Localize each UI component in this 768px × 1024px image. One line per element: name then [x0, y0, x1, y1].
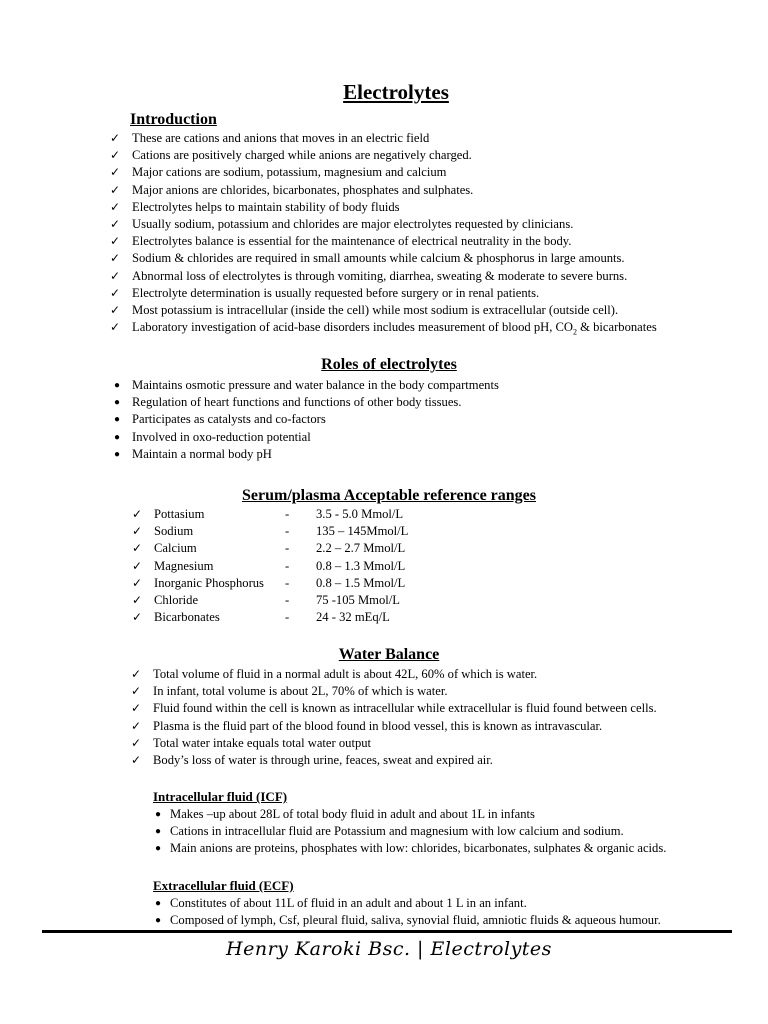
list-item: ✓ Electrolytes helps to maintain stability of body fluids — [110, 199, 657, 216]
introduction-list — [110, 130, 657, 336]
check-icon: ✓ — [110, 148, 121, 163]
list-item: ✓ Plasma is the fluid part of the blood found in blood vessel, this is known as intravascular. — [131, 718, 657, 735]
check-icon: ✓ — [131, 684, 142, 699]
list-item: ✓ Sodium & chlorides are required in small amounts while calcium & phosphorus in large amounts. — [110, 250, 657, 267]
check-icon: ✓ — [110, 285, 121, 300]
bullet-icon: ● — [114, 448, 121, 460]
list-item: ● Involved in oxo-reduction potential — [110, 429, 499, 446]
page-footer: Henry Karoki Bsc. | Electrolytes — [226, 938, 552, 960]
roles-heading: Roles of electrolytes — [321, 356, 457, 373]
check-icon: ✓ — [110, 131, 121, 145]
reference-ranges-list — [132, 506, 462, 626]
range-row: ✓ Chloride - 75 -105 Mmol/L — [132, 592, 462, 609]
list-item: ✓ Cations are positively charged while anions are negatively charged. — [110, 147, 657, 164]
check-icon: ✓ — [132, 558, 143, 573]
check-icon: ✓ — [110, 165, 121, 180]
list-item: ✓ Most potassium is intracellular (inside the cell) while most sodium is extracellular (outside cell). — [110, 302, 657, 319]
roles-list — [110, 377, 499, 463]
check-icon: ✓ — [110, 302, 121, 317]
list-item: ● Maintain a normal body pH — [110, 446, 499, 463]
range-value: 75 -105 Mmol/L — [316, 592, 400, 607]
bullet-icon: ● — [155, 843, 162, 855]
list-item: ● Regulation of heart functions and functions of other body tissues. — [110, 394, 499, 411]
check-icon: ✓ — [110, 268, 121, 283]
check-icon: ✓ — [110, 216, 121, 231]
ecf-list — [151, 895, 661, 929]
check-icon: ✓ — [131, 735, 142, 750]
check-icon: ✓ — [132, 592, 143, 607]
range-row: ✓ Sodium - 135 – 145Mmol/L — [132, 523, 462, 540]
check-icon: ✓ — [110, 182, 121, 197]
list-item: ✓ Total water intake equals total water output — [131, 735, 657, 752]
list-item: ● Constitutes of about 11L of fluid in an adult and about 1 L in an infant. — [151, 895, 661, 912]
list-item: ✓ Major anions are chlorides, bicarbonates, phosphates and sulphates. — [110, 182, 657, 199]
check-icon: ✓ — [132, 575, 143, 590]
list-item: ✓ In infant, total volume is about 2L, 70% of which is water. — [131, 683, 657, 700]
footer-divider — [42, 930, 732, 933]
list-item: ● Maintains osmotic pressure and water balance in the body compartments — [110, 377, 499, 394]
range-name: Chloride — [154, 592, 199, 607]
bullet-icon: ● — [155, 915, 162, 927]
list-item: ● Composed of lymph, Csf, pleural fluid, saliva, synovial fluid, amniotic fluids & aqueous humour. — [151, 912, 661, 929]
range-name: Sodium — [154, 524, 194, 539]
check-icon: ✓ — [132, 524, 143, 539]
list-item: ● Cations in intracellular fluid are Potassium and magnesium with low calcium and sodium. — [151, 823, 666, 840]
range-row: ✓ Calcium - 2.2 – 2.7 Mmol/L — [132, 540, 462, 557]
range-name: Inorganic Phosphorus — [154, 575, 264, 590]
range-value: 135 – 145Mmol/L — [316, 524, 409, 539]
range-value: 2.2 – 2.7 Mmol/L — [316, 541, 406, 556]
list-item: ✓ Total volume of fluid in a normal adult is about 42L, 60% of which is water. — [131, 666, 657, 683]
list-item: ✓ Body’s loss of water is through urine, feaces, sweat and expired air. — [131, 752, 657, 769]
list-item: ✓ Abnormal loss of electrolytes is through vomiting, diarrhea, sweating & moderate to severe burns. — [110, 268, 657, 285]
range-row: ✓ Bicarbonates - 24 - 32 mEq/L — [132, 609, 462, 626]
list-item: ✓ Electrolytes balance is essential for the maintenance of electrical neutrality in the body. — [110, 233, 657, 250]
document-title: Electrolytes — [343, 80, 449, 104]
bullet-icon: ● — [114, 431, 121, 443]
check-icon: ✓ — [132, 507, 143, 521]
icf-list — [151, 806, 666, 858]
list-item: ● Participates as catalysts and co-factors — [110, 411, 499, 428]
range-name: Calcium — [154, 541, 197, 556]
bullet-icon: ● — [155, 898, 162, 909]
check-icon: ✓ — [110, 320, 121, 335]
ecf-heading: Extracellular fluid (ECF) — [153, 878, 294, 893]
range-value: 0.8 – 1.3 Mmol/L — [316, 558, 406, 573]
check-icon: ✓ — [131, 718, 142, 733]
ranges-heading: Serum/plasma Acceptable reference ranges — [241, 487, 536, 504]
range-value: 3.5 - 5.0 Mmol/L — [316, 507, 404, 521]
check-icon: ✓ — [110, 234, 121, 249]
check-icon: ✓ — [132, 541, 143, 556]
check-icon: ✓ — [131, 667, 142, 681]
water-balance-heading: Water Balance — [338, 646, 440, 663]
water-balance-list — [131, 666, 657, 769]
list-item: ✓ Major cations are sodium, potassium, magnesium and calcium — [110, 164, 657, 181]
list-item: ✓ Usually sodium, potassium and chlorides are major electrolytes requested by clinicians. — [110, 216, 657, 233]
list-item: ✓ Electrolyte determination is usually requested before surgery or in renal patients. — [110, 285, 657, 302]
bullet-icon: ● — [155, 826, 162, 838]
check-icon: ✓ — [131, 701, 142, 716]
range-value: 24 - 32 mEq/L — [316, 610, 390, 625]
range-name: Bicarbonates — [154, 610, 220, 625]
range-row: ✓ Pottasium - 3.5 - 5.0 Mmol/L — [132, 506, 462, 523]
range-row: ✓ Inorganic Phosphorus - 0.8 – 1.5 Mmol/L — [132, 575, 462, 592]
check-icon: ✓ — [131, 752, 142, 767]
bullet-icon: ● — [114, 414, 121, 426]
list-item: ✓ Fluid found within the cell is known as intracellular while extracellular is fluid found between cells. — [131, 700, 657, 717]
range-name: Magnesium — [154, 558, 214, 573]
list-item: ● Makes –up about 28L of total body fluid in adult and about 1L in infants — [151, 806, 666, 823]
bullet-icon: ● — [114, 380, 121, 391]
icf-heading: Intracellular fluid (ICF) — [153, 789, 288, 804]
check-icon: ✓ — [132, 610, 143, 625]
range-row: ✓ Magnesium - 0.8 – 1.3 Mmol/L — [132, 558, 462, 575]
bullet-icon: ● — [155, 809, 162, 820]
introduction-heading: Introduction — [130, 111, 217, 128]
check-icon: ✓ — [110, 199, 121, 214]
bullet-icon: ● — [114, 397, 121, 409]
check-icon: ✓ — [110, 251, 121, 266]
range-name: Pottasium — [154, 507, 205, 521]
list-item: ● Main anions are proteins, phosphates with low: chlorides, bicarbonates, sulphates & organic acids. — [151, 840, 666, 857]
range-value: 0.8 – 1.5 Mmol/L — [316, 575, 406, 590]
list-item: ✓ Laboratory investigation of acid-base disorders includes measurement of blood pH, $CO_2$ & bicarbonates — [110, 320, 657, 337]
list-item: ✓ These are cations and anions that moves in an electric field — [110, 130, 657, 147]
